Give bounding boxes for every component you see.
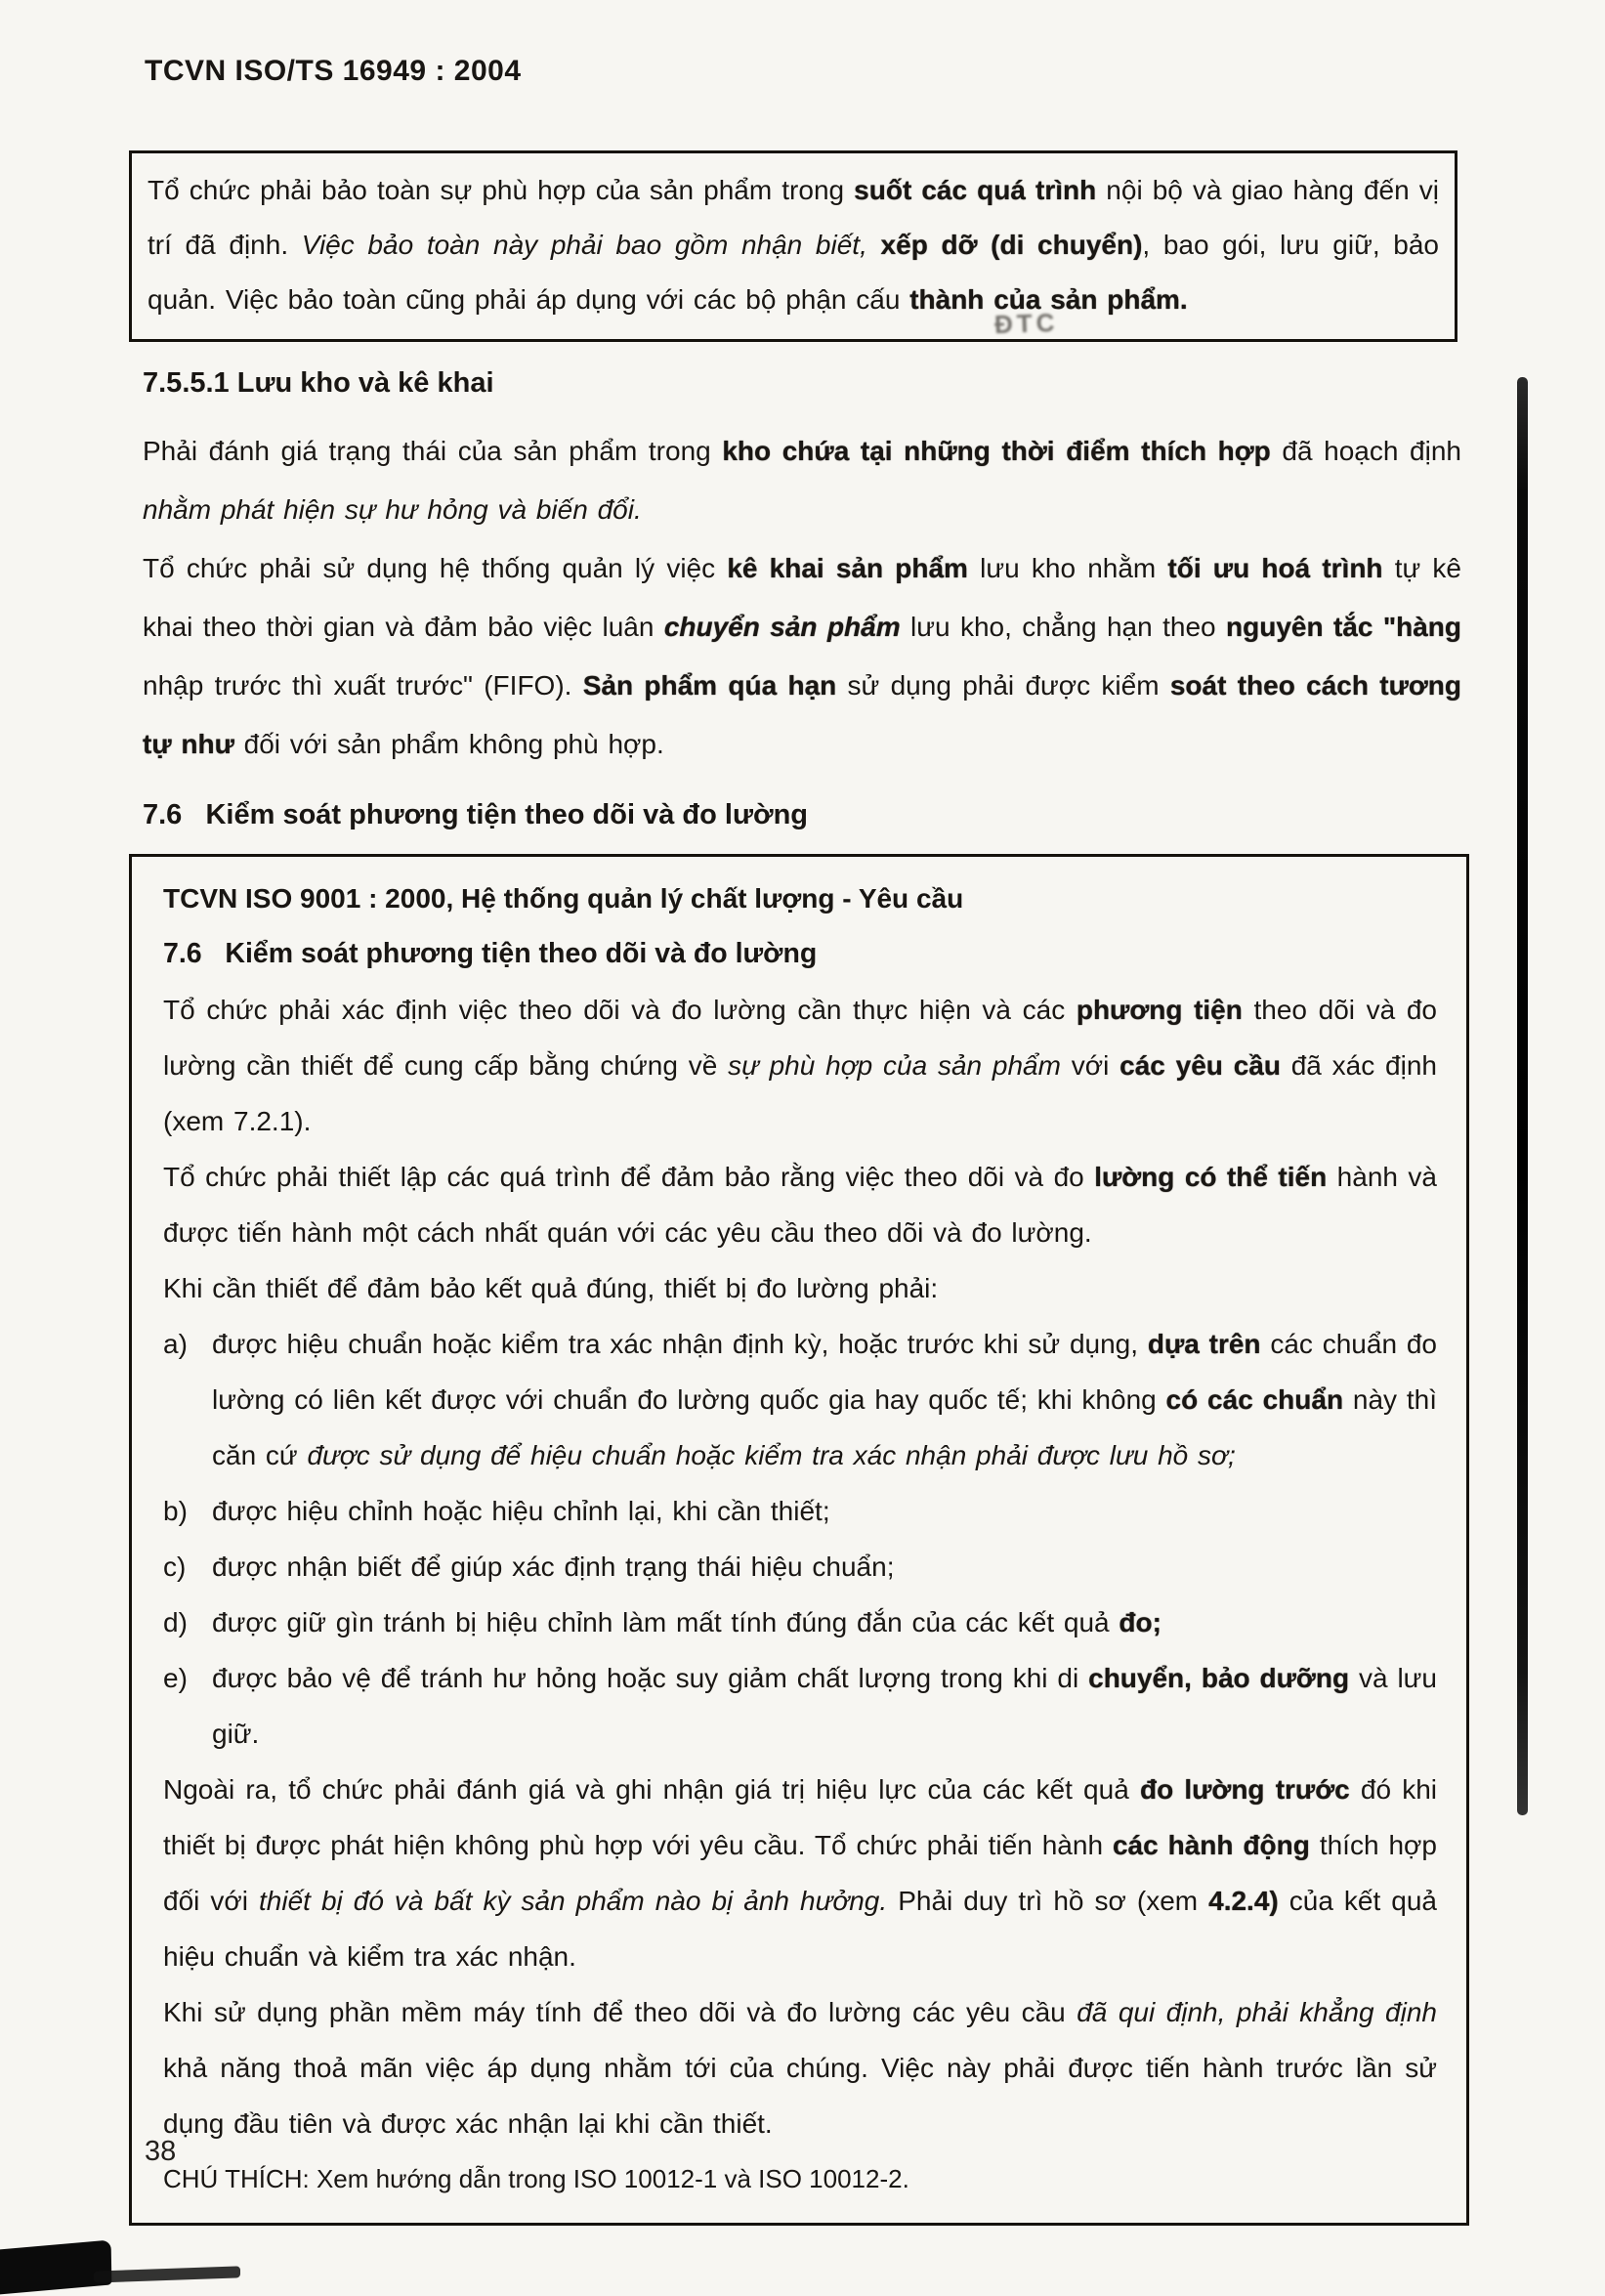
list-item-text: được giữ gìn tránh bị hiệu chỉnh làm mất tính đúng đắn của các kết quả đo; [212,1607,1162,1637]
section-heading-7-6: 7.6 Kiểm soát phương tiện theo dõi và đo lường [143,799,809,830]
ink-smudge-artifact: ĐTC [993,307,1059,340]
list-item-c [163,1539,1437,1594]
document-page [129,55,1469,2226]
page-number: 38 [145,2136,177,2167]
paragraph-establish-processes: Tổ chức phải thiết lập các quá trình để đảm bảo rằng việc theo dõi và đo lường có thể tiến hành và được tiến hành một cách nhất quán với các yêu cầu theo dõi và đo lường. [163,1162,1438,1248]
list-item-b [163,1483,1437,1539]
list-item-label: b) [163,1496,188,1526]
paragraph-computer-software: Khi sử dụng phần mềm máy tính để theo dõi và đo lường các yêu cầu đã qui định, phải khẳng định khả năng thoả mãn việc áp dụng nhằm tới của chúng. Việc này phải được tiến hành trước lần sử dụng đầu tiên và được xác nhận lại khi cần thiết. [163,1997,1437,2139]
paragraph-when-necessary: Khi cần thiết để đảm bảo kết quả đúng, thiết bị đo lường phải: [163,1273,939,1303]
list-item-e [163,1650,1437,1762]
quote-box-preservation [129,150,1457,342]
list-item-text: được hiệu chỉnh hoặc hiệu chỉnh lại, khi cần thiết; [212,1496,830,1526]
iso9001-box-title: TCVN ISO 9001 : 2000, Hệ thống quản lý chất lượng - Yêu cầu [163,883,964,914]
list-item-label: a) [163,1329,188,1359]
scan-corner-tail-artifact [94,2266,240,2282]
note-chu-thich: CHÚ THÍCH: Xem hướng dẫn trong ISO 10012-1 và ISO 10012-2. [163,2164,909,2193]
paragraph-assess-validity: Ngoài ra, tổ chức phải đánh giá và ghi nhận giá trị hiệu lực của các kết quả đo lường trước đó khi thiết bị được phát hiện không phù hợp với yêu cầu. Tổ chức phải tiến hành các hành động thích hợp đối với thiết bị đó và bất kỳ sản phẩm nào bị ảnh hưởng. Phải duy trì hồ sơ (xem 4.2.4) của kết quả hiệu chuẩn và kiểm tra xác nhận. [163,1774,1438,1972]
list-item-d [163,1594,1437,1650]
list-item-label: e) [163,1663,188,1693]
quote-box-iso9001 [129,854,1469,2226]
scan-corner-artifact [0,2239,111,2295]
list-item-text: được bảo vệ để tránh hư hỏng hoặc suy giảm chất lượng trong khi di chuyển, bảo dưỡng và lưu giữ. [212,1663,1437,1749]
paragraph-storage-assessment: Phải đánh giá trạng thái của sản phẩm trong kho chứa tại những thời điểm thích hợp đã hoạch định nhằm phát hiện sự hư hỏng và biến đổi. [143,436,1461,525]
list-item-text: được nhận biết để giúp xác định trạng thái hiệu chuẩn; [212,1552,895,1582]
section-heading-7-5-5-1: 7.5.5.1 Lưu kho và kê khai [143,367,494,399]
preservation-paragraph: Tổ chức phải bảo toàn sự phù hợp của sản phẩm trong suốt các quá trình nội bộ và giao hàng đến vị trí đã định. Việc bảo toàn này phải bao gồm nhận biết, xếp dỡ (di chuyển), bao gói, lưu giữ, bảo quản. Việc bảo toàn cũng phải áp dụng với các bộ phận cấu thành của sản phẩm. [148,175,1440,315]
paragraph-determine-monitoring: Tổ chức phải xác định việc theo dõi và đo lường cần thực hiện và các phương tiện theo dõi và đo lường cần thiết để cung cấp bằng chứng về sự phù hợp của sản phẩm với các yêu cầu đã xác định (xem 7.2.1). [163,995,1437,1136]
iso9001-section-heading-7-6: 7.6 Kiểm soát phương tiện theo dõi và đo lường [163,938,818,969]
document-header-title: TCVN ISO/TS 16949 : 2004 [145,55,522,87]
list-item-label: c) [163,1552,187,1582]
list-item-a [163,1316,1437,1483]
list-item-label: d) [163,1607,188,1637]
list-item-text: được hiệu chuẩn hoặc kiểm tra xác nhận định kỳ, hoặc trước khi sử dụng, dựa trên các chuẩn đo lường có liên kết được với chuẩn đo lường quốc gia hay quốc tế; khi không có các chuẩn này thì căn cứ được sử dụng để hiệu chuẩn hoặc kiểm tra xác nhận phải được lưu hồ sơ; [212,1329,1437,1470]
scan-edge-artifact [1517,377,1528,1815]
paragraph-inventory-management: Tổ chức phải sử dụng hệ thống quản lý việc kê khai sản phẩm lưu kho nhằm tối ưu hoá trình tự kê khai theo thời gian và đảm bảo việc luân chuyển sản phẩm lưu kho, chẳng hạn theo nguyên tắc "hàng nhập trước thì xuất trước" (FIFO). Sản phẩm qúa hạn sử dụng phải được kiểm soát theo cách tương tự như đối với sản phẩm không phù hợp. [143,553,1462,759]
